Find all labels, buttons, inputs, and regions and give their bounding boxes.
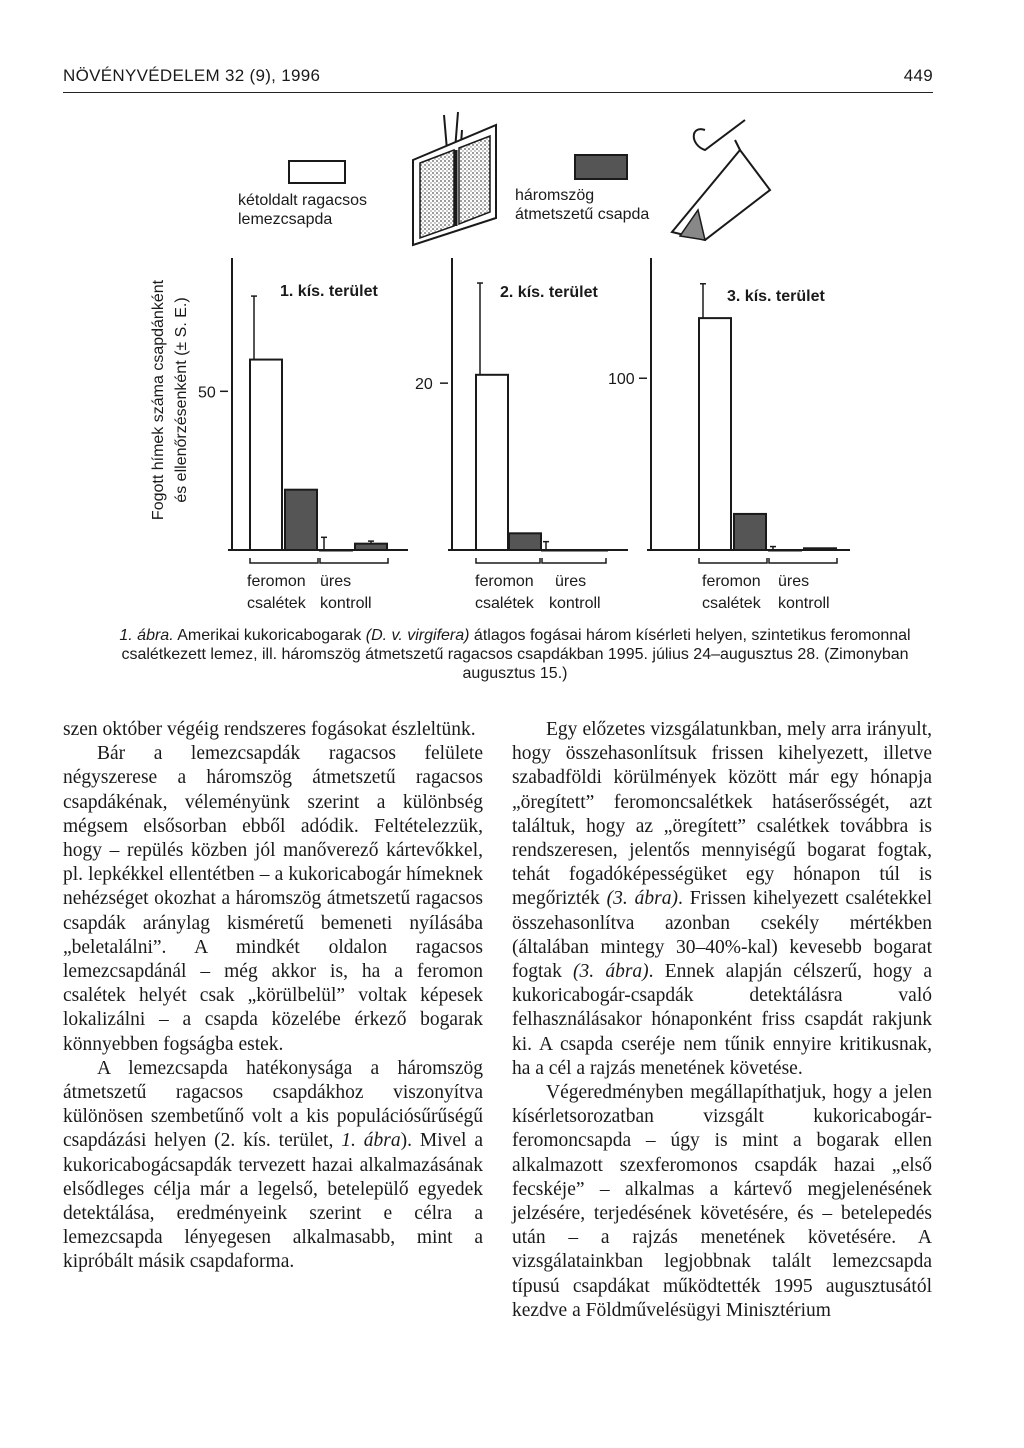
figure-1 (0, 0, 1024, 620)
y-axis-title-line1: Fogott hímek száma csapdánként (150, 279, 167, 521)
category-bracket (476, 558, 540, 563)
figure-legend (238, 112, 770, 245)
y-axis-title-line2: és ellenőrzésenként (± S. E.) (173, 297, 190, 503)
legend-label-flat-trap-line2: lemezcsapda (238, 211, 333, 228)
bar-flat-trap (699, 318, 731, 550)
paragraph (63, 1057, 483, 1275)
y-tick-label: 50 (198, 384, 216, 402)
journal-title: NÖVÉNYVÉDELEM 32 (9), 1996 (63, 66, 321, 85)
category-label-pheromone: feromon (475, 573, 534, 590)
legend-label-triangle-trap-line1: háromszög (515, 187, 595, 204)
category-label-empty: kontroll (778, 595, 830, 612)
bar-triangle-trap (734, 514, 766, 550)
paragraph: Bár a lemezcsapdák ragacsos felülete négyszerese a háromszög átmetszetű ragacsos csapdákénak, véleményünk szerint a különbség mégsem elsősorban ebből adódik. Feltételezzük, hogy – repülés közben jól manőverező kártevőkkel, pl. lepkékkel ellentétben – a kukoricabogár hímeknek nehézséget okozhat a háromszög átmetszetű ragacsos csapdák aránylag kisméretű bemeneti nyílásába „beletalálni”. A mindkét oldalon ragacsos lemezcsapdánál – még akkor is, ha a feromon csalétek helyét csak „körülbelül” voltak képesek lokalizálni – a csapda közelébe érkező bogarak könnyebben fogságba estek. (63, 743, 483, 1055)
category-bracket (320, 558, 388, 563)
bar-flat-trap (542, 550, 574, 551)
paragraph-text: . Frissen kihelyezett csalétekkel összehasonlítva azonban csekély mértékben (általában mintegy 30–40%-kal) kevesebb bogarat fogtak (512, 888, 932, 983)
bar-flat-trap (320, 550, 352, 551)
category-label-empty: kontroll (549, 595, 601, 612)
paragraph-text: Egy előzetes vizsgálatunkban, mely arra irányult, hogy összehasonlítsuk frissen kihelyezett, illetve szabadföldi körülmények között már egy hónapja „öregített” feromoncsalétkek hatáserősségét, azt találtuk, hogy az „öregített” csalétkek továbbra is rendszeresen, jelentős mennyiségű bogarat fogtak, tehát fogadóképességüket egy hónapon túl is megőrizték (512, 719, 932, 910)
y-axis-title (150, 279, 190, 520)
bar-panel-2 (415, 258, 628, 563)
bar-flat-trap (769, 550, 801, 551)
bar-flat-trap (250, 360, 282, 550)
bar-flat-trap (476, 375, 508, 550)
category-labels-area-3 (702, 573, 830, 612)
body-column-right (512, 718, 932, 1323)
category-label-empty: üres (555, 573, 587, 590)
bar-panel-3 (608, 258, 850, 563)
caption-prefix: 1. ábra. (119, 627, 174, 644)
delta-trap-illustration (672, 120, 770, 240)
legend-label-triangle-trap-line2: átmetszetű csapda (515, 206, 650, 223)
figure-reference: (3. ábra) (606, 888, 678, 910)
figure-caption (100, 626, 930, 683)
category-labels-area-1 (247, 573, 372, 612)
bar-panel-1 (198, 258, 408, 563)
legend-swatch-flat-trap (289, 161, 345, 183)
legend-label-flat-trap-line1: kétoldalt ragacsos (238, 192, 367, 209)
bar-triangle-trap (355, 544, 387, 550)
paragraph: szen október végéig rendszeres fogásokat észleltünk. (63, 719, 476, 740)
bar-panels (198, 258, 850, 563)
paragraph-text: A lemezcsapda hatékonysága a háromszög átmetszetű ragacsos csapdákhoz viszonyítva különösen szembetűnő volt a kis populációsűrűségű csapdázási helyen (2. kís. terület, (63, 1057, 483, 1152)
panel-trap-illustration (413, 112, 496, 245)
category-label-pheromone: csalétek (475, 595, 534, 612)
body-column-left (63, 718, 483, 1275)
caption-species: Amerikai kukoricabogarak (177, 627, 362, 644)
category-bracket (250, 558, 318, 563)
category-label-empty: kontroll (320, 595, 372, 612)
caption-latin-pre: (D. v. (365, 627, 403, 644)
bar-triangle-trap (804, 548, 836, 550)
category-label-pheromone: csalétek (702, 595, 761, 612)
category-bracket (542, 558, 606, 563)
caption-text: átlagos fogásai három kísérleti helyen, szintetikus feromonnal csalétkezett lemez, ill. háromszög átmetszetű ragacsos csapdákban 1995. július 24–augusztus 28. (Zimonyban augusztus 15.) (121, 627, 911, 682)
category-label-pheromone: feromon (247, 573, 306, 590)
category-labels-area-2 (475, 573, 601, 612)
paragraph-text: . Ennek alapján célszerű, hogy a kukoricabogár-csapdák detektálásra való felhasználásakor hónaponként friss csapdát rakjunk ki. A csapda cseréje nem tűnik ennyire kritikusnak, ha a cél a rajzás menetének követése. (512, 961, 932, 1079)
paragraph (512, 718, 932, 1081)
category-label-empty: üres (778, 573, 810, 590)
legend-swatch-triangle-trap (575, 155, 627, 179)
category-bracket (699, 558, 767, 563)
category-label-empty: üres (320, 573, 352, 590)
paragraph: Végeredményben megállapíthatjuk, hogy a jelen kísérletsorozatban vizsgált kukoricabogár-feromoncsapda – úgy is mint a bogarak ellen alkalmazott szexferomonos csapdák hazai „első fecskéje” – alkalmas a kártevő megjelenésének jelzésére, terjedésének követésére, és – betelepedés után – a rajzás menetének követésére. A vizsgálatainkban legjobbnak talált lemezcsapda típusú csapdákat működtették 1995 augusztusától kezdve a Földművelésügyi Minisztérium (512, 1082, 932, 1321)
y-tick-label: 100 (608, 371, 635, 389)
page-number: 449 (903, 66, 933, 85)
bar-triangle-trap (575, 550, 607, 551)
figure-reference: (3. ábra) (573, 961, 649, 983)
category-label-pheromone: feromon (702, 573, 761, 590)
figure-reference: 1. ábra (341, 1130, 401, 1152)
category-label-pheromone: csalétek (247, 595, 306, 612)
panel-title: 1. kís. terület (280, 283, 378, 300)
panel-title: 3. kís. terület (727, 288, 825, 305)
caption-latin-name: virgifera) (407, 627, 470, 644)
bar-triangle-trap (509, 533, 541, 550)
y-tick-label: 20 (415, 376, 433, 394)
category-bracket (769, 558, 837, 563)
panel-title: 2. kís. terület (500, 284, 598, 301)
bar-triangle-trap (285, 490, 317, 550)
paragraph-text: ). Mivel a kukoricabogácsapdák tervezett hazai alkalmazásának elsődleges célja már a legelső, betelepülő egyedek detektálása, eredményeink szerint e célra a lemezcsapda lényegesen alkalmasabb, mint a kipróbált másik csapdaforma. (63, 1130, 484, 1273)
